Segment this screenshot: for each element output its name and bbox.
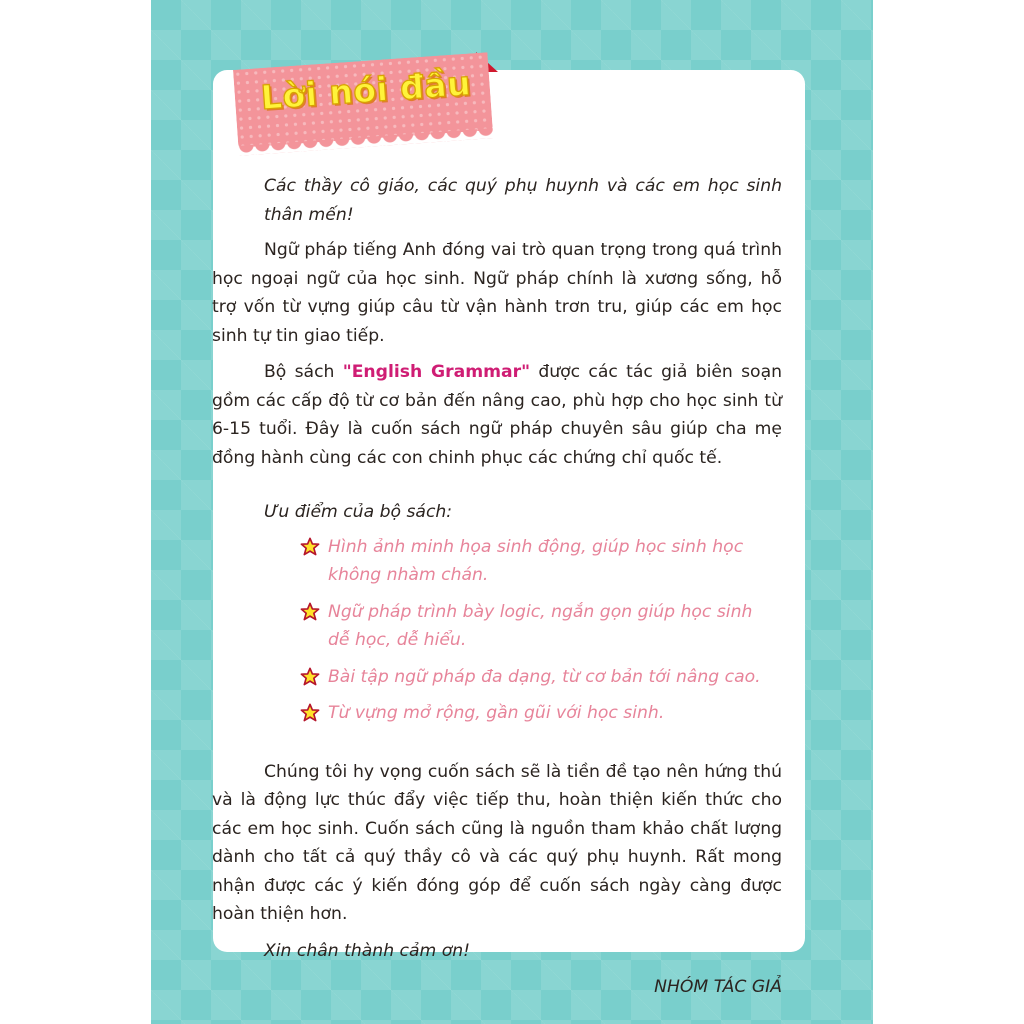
greeting: Các thầy cô giáo, các quý phụ huynh và các em học sinh thân mến!	[264, 176, 782, 225]
paragraph-intro: Ngữ pháp tiếng Anh đóng vai trò quan trọng trong quá trình học ngoại ngữ của học sinh. Ngữ pháp chính là xương sống, hỗ trợ vốn từ vựng giúp câu từ vận hành trơn tru, giúp các em học sinh tự tin giao tiếp.	[212, 240, 782, 346]
paragraph-book-series-before: Bộ sách	[264, 362, 343, 382]
paragraph-book-series	[212, 358, 782, 472]
advantage-item	[328, 533, 776, 590]
page-title: Lời nói đầu	[259, 63, 473, 118]
advantage-text: Ngữ pháp trình bày logic, ngắn gọn giúp học sinh dễ học, dễ hiểu.	[328, 601, 753, 650]
thanks-line: Xin chân thành cảm ơn!	[264, 940, 471, 961]
advantage-item	[328, 699, 776, 728]
preface-body	[212, 172, 782, 1002]
star-bullet-icon	[299, 602, 321, 624]
advantage-item	[328, 663, 776, 692]
star-bullet-icon	[299, 667, 321, 689]
advantage-text: Từ vựng mở rộng, gần gũi với học sinh.	[328, 703, 665, 723]
star-bullet-icon	[299, 703, 321, 725]
paragraph-book-series-after: được các tác giả biên soạn gồm các cấp độ từ cơ bản đến nâng cao, phù hợp cho học sinh từ 6-15 tuổi. Đây là cuốn sách ngữ pháp chuyên sâu giúp cha mẹ đồng hành cùng các con chinh phục các chứng chỉ quốc tế.	[212, 362, 782, 468]
advantage-item	[328, 598, 776, 655]
star-bullet-icon	[299, 537, 321, 559]
title-ribbon	[233, 52, 493, 148]
author-signature: NHÓM TÁC GIẢ	[654, 977, 782, 997]
advantage-text: Hình ảnh minh họa sinh động, giúp học sinh học không nhàm chán.	[328, 536, 744, 585]
advantages-title: Ưu điểm của bộ sách:	[264, 502, 453, 522]
book-title-highlight: "English Grammar"	[342, 362, 531, 382]
paragraph-closing: Chúng tôi hy vọng cuốn sách sẽ là tiền đề tạo nên hứng thú và là động lực thúc đẩy việc tiếp thu, hoàn thiện kiến thức cho các em học sinh. Cuốn sách cũng là nguồn tham khảo chất lượng dành cho tất cả quý thầy cô và các quý phụ huynh. Rất mong nhận được các ý kiến đóng góp để cuốn sách ngày càng được hoàn thiện hơn.	[212, 761, 782, 924]
advantage-text: Bài tập ngữ pháp đa dạng, từ cơ bản tới nâng cao.	[328, 666, 761, 687]
